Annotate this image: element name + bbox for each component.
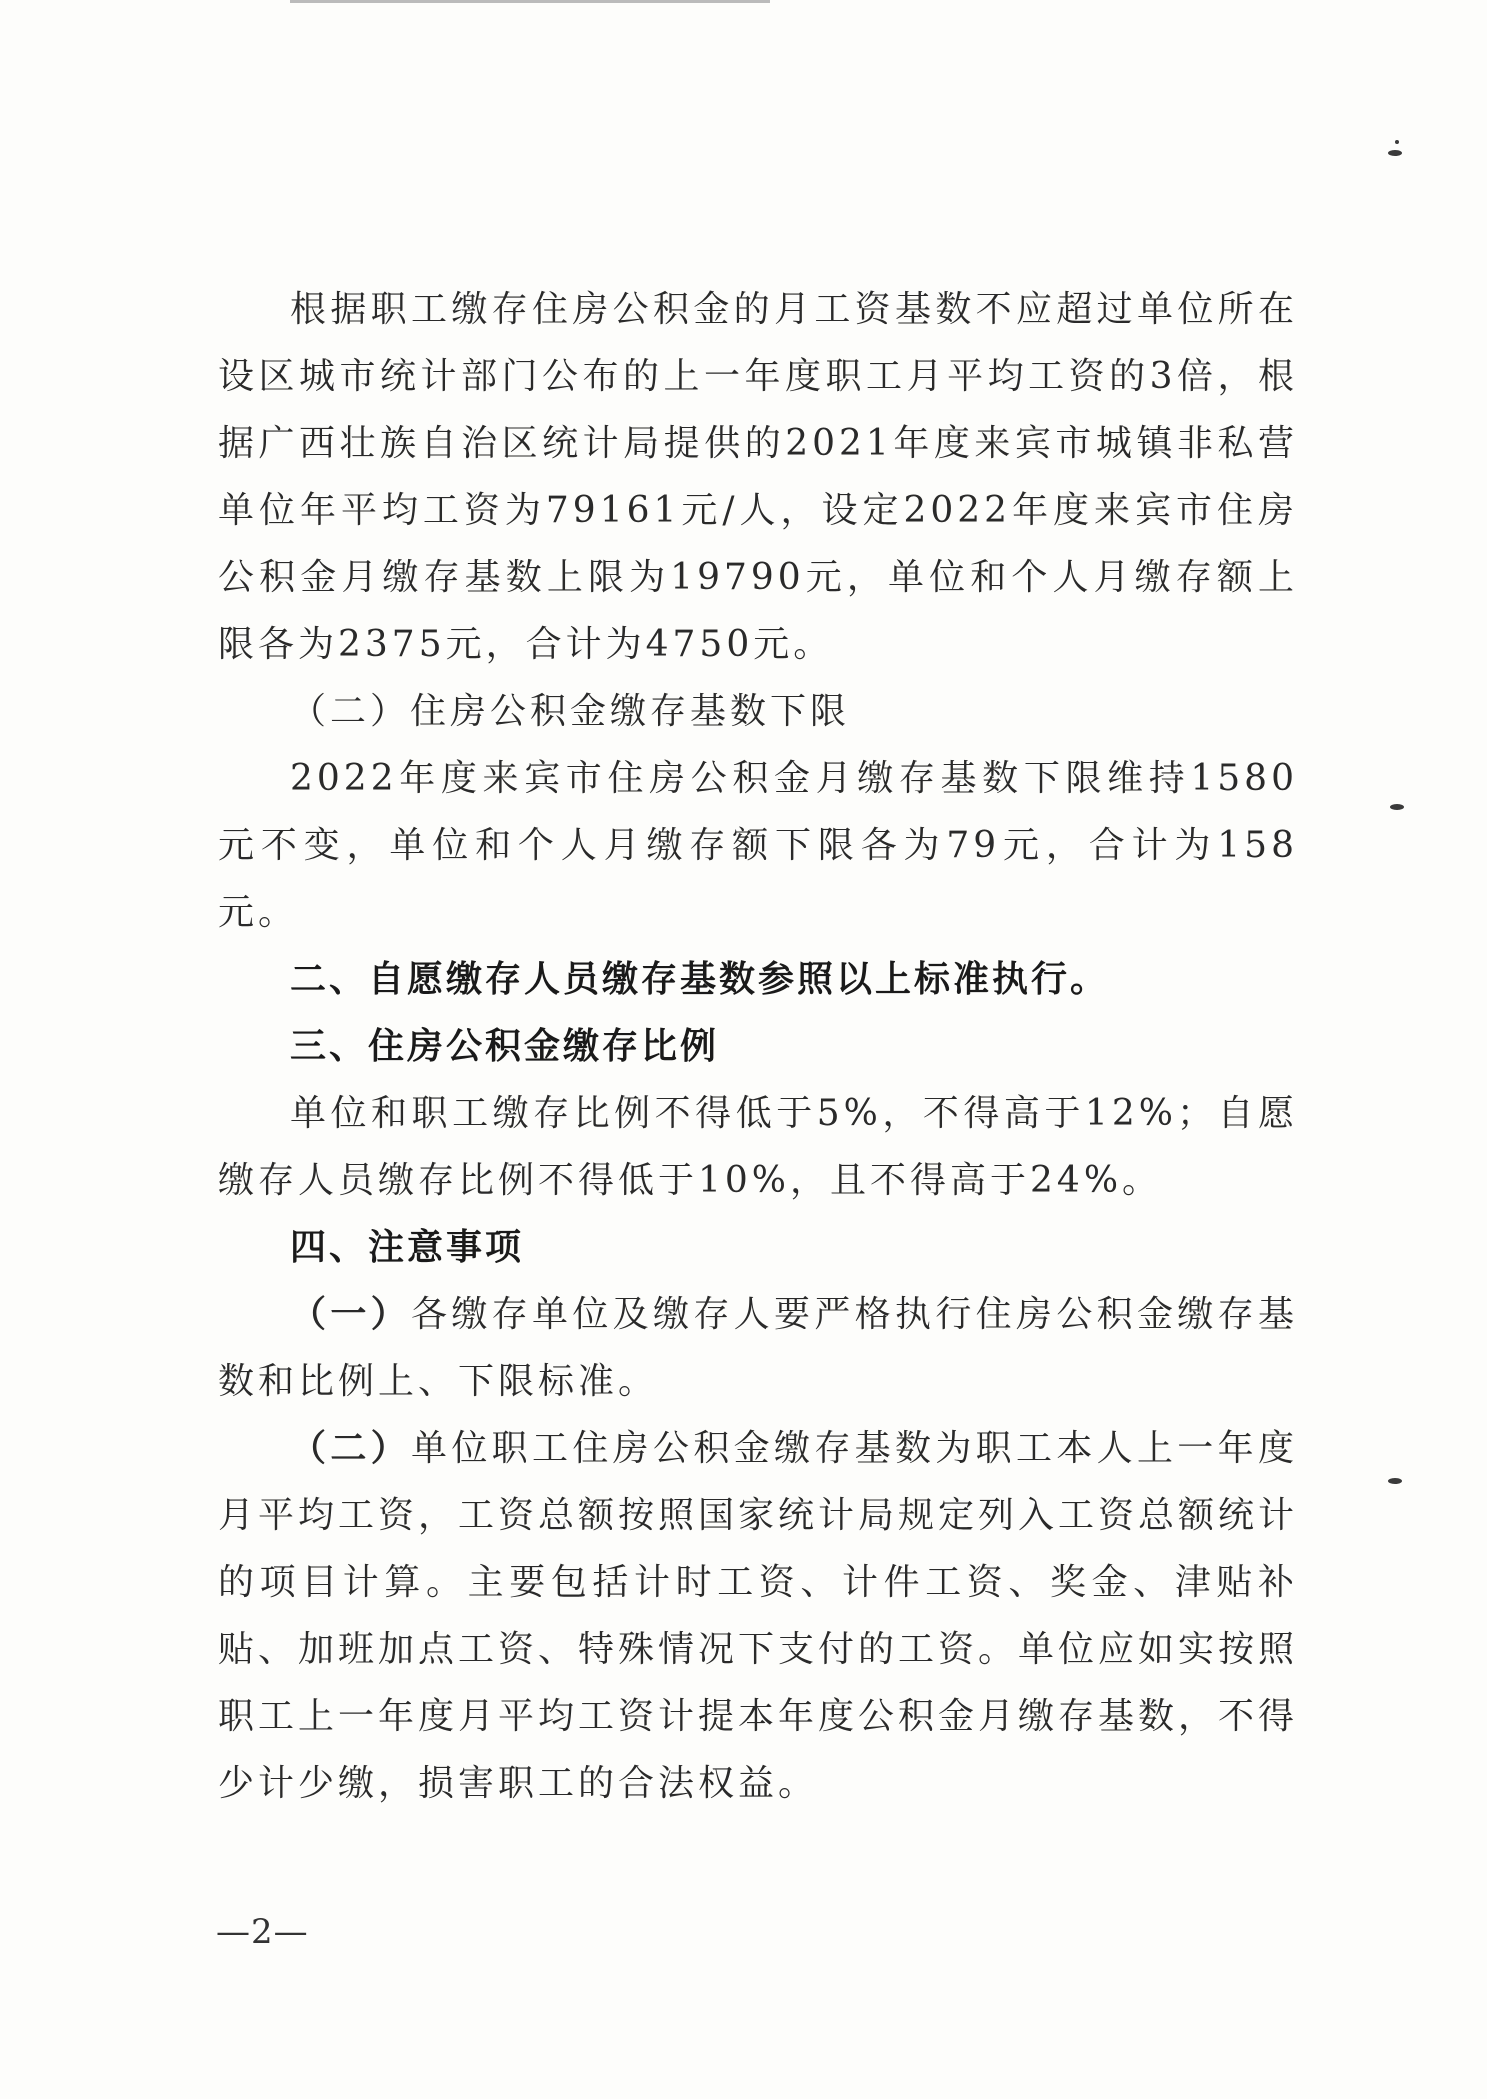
scan-mark xyxy=(1388,1478,1402,1484)
heading-section-two: 二、自愿缴存人员缴存基数参照以上标准执行。 xyxy=(290,959,1110,1000)
paragraph-notice-two xyxy=(218,1415,1298,1817)
paragraph-upper-limit: 根据职工缴存住房公积金的月工资基数不应超过单位所在设区城市统计部门公布的上一年度职工月平均工资的3倍，根据广西壮族自治区统计局提供的2021年度来宾市城镇非私营单位年平均工资为79161元/人，设定2022年度来宾市住房公积金月缴存基数上限为19790元，单位和个人月缴存额上限各为2375元，合计为4750元。 xyxy=(218,289,1298,665)
scan-mark xyxy=(1395,140,1399,144)
notice-two-number: （二） xyxy=(290,1428,411,1469)
heading-section-three: 三、住房公积金缴存比例 xyxy=(290,1026,720,1067)
paragraph-lower-limit: 2022年度来宾市住房公积金月缴存基数下限维持1580元不变，单位和个人月缴存额下限各为79元，合计为158元。 xyxy=(218,758,1298,933)
paragraph-notice-one xyxy=(218,1281,1298,1415)
notice-two-text: 单位职工住房公积金缴存基数为职工本人上一年度月平均工资，工资总额按照国家统计局规定列入工资总额统计的项目计算。主要包括计时工资、计件工资、奖金、津贴补贴、加班加点工资、特殊情况下支付的工资。单位应如实按照职工上一年度月平均工资计提本年度公积金月缴存基数，不得少计少缴，损害职工的合法权益。 xyxy=(218,1428,1299,1804)
page-number: —2— xyxy=(216,1912,309,1952)
paragraph-ratio: 单位和职工缴存比例不得低于5%，不得高于12%；自愿缴存人员缴存比例不得低于10%，且不得高于24%。 xyxy=(218,1093,1298,1201)
heading-section-four: 四、注意事项 xyxy=(290,1227,525,1268)
scan-top-edge xyxy=(290,0,770,3)
scan-mark xyxy=(1388,150,1402,156)
scan-mark xyxy=(1390,804,1404,810)
document-body xyxy=(218,276,1298,1817)
notice-one-text: 各缴存单位及缴存人要严格执行住房公积金缴存基数和比例上、下限标准。 xyxy=(218,1294,1298,1402)
subheading-lower-limit: （二）住房公积金缴存基数下限 xyxy=(290,691,851,732)
notice-one-number: （一） xyxy=(290,1294,411,1335)
